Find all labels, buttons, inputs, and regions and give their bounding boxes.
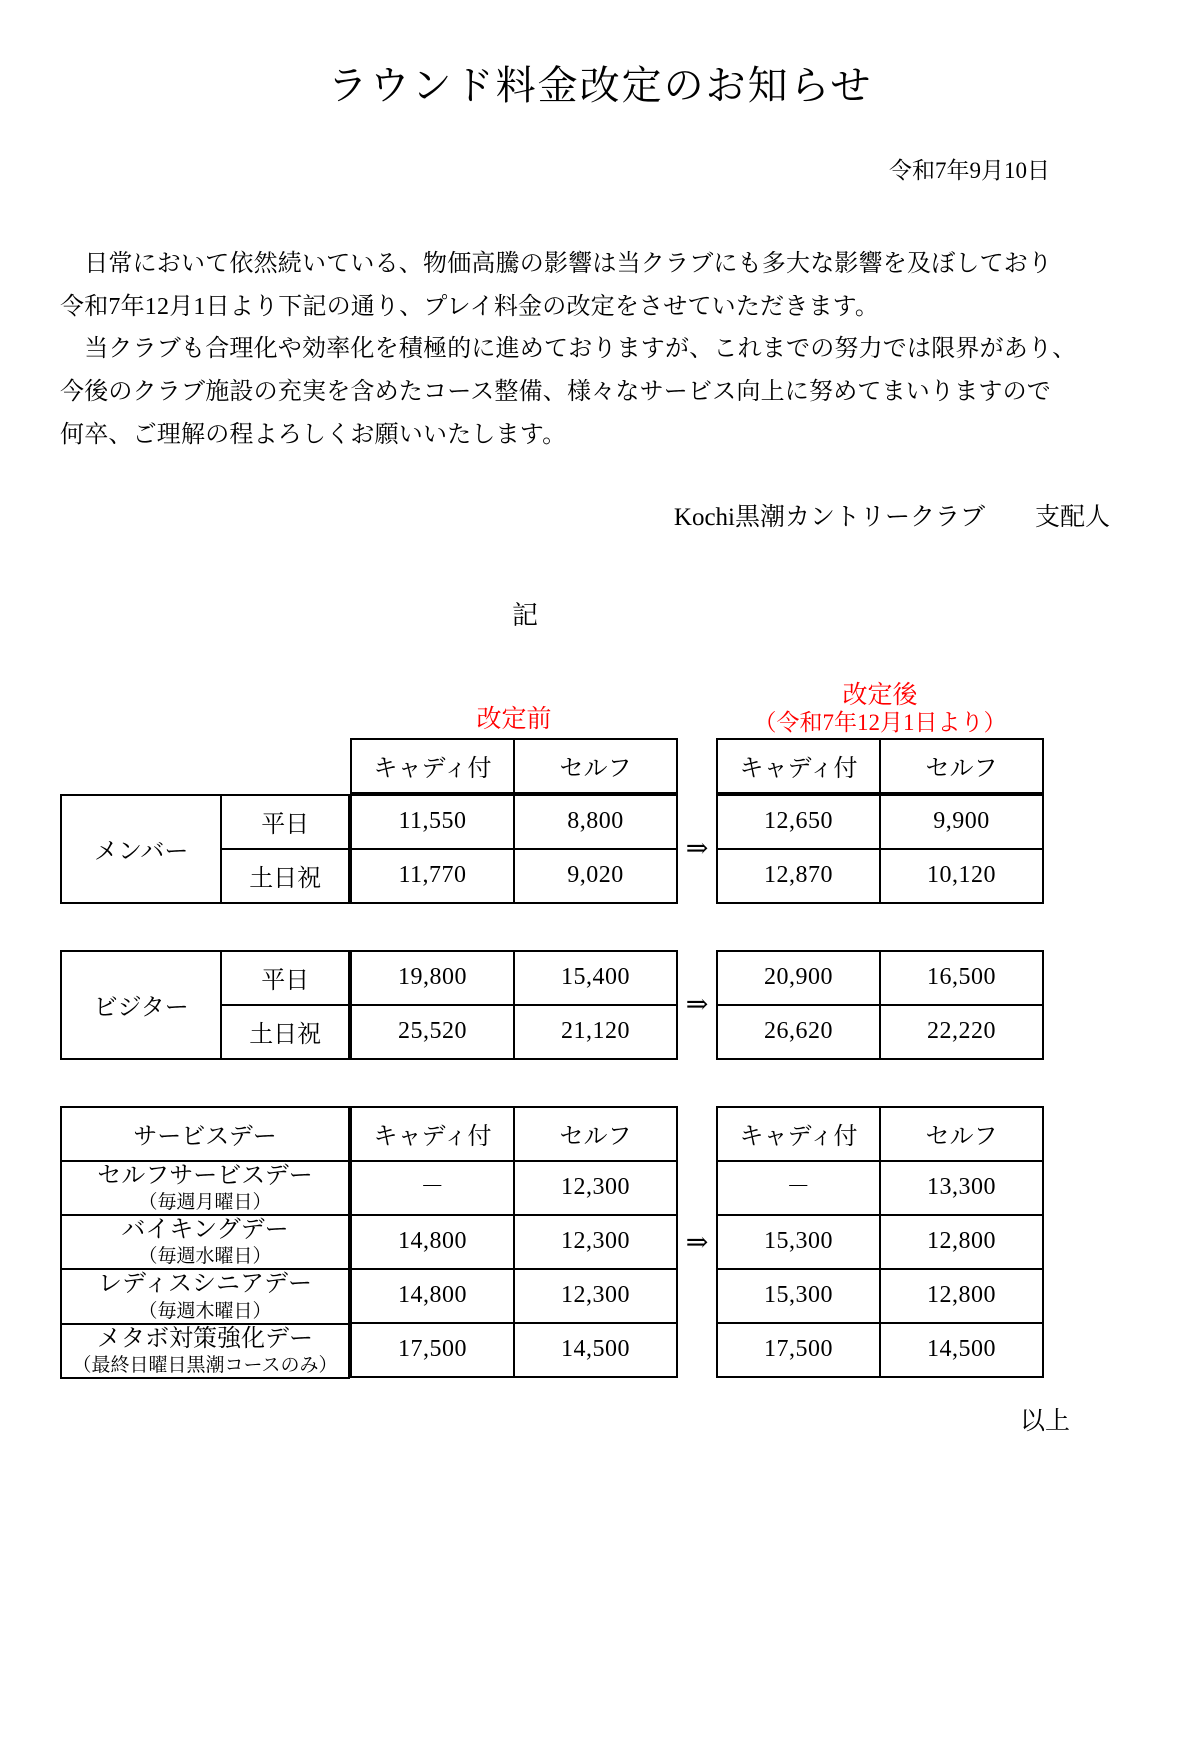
ki-mark: 記	[511, 600, 538, 630]
member-rate-row	[60, 794, 1140, 904]
member-weekday-self-after: 9,900	[880, 795, 1043, 849]
service-row1-self-before: 12,300	[514, 1215, 677, 1269]
service-before-prices	[350, 1106, 678, 1380]
service-col-header-self-after: セルフ	[880, 1107, 1043, 1161]
service-row3-self-before: 14,500	[514, 1323, 677, 1377]
member-after-prices	[716, 794, 1044, 904]
heading-before: 改定前	[476, 705, 552, 733]
service-row2-caddie-before: 14,800	[351, 1269, 514, 1323]
visitor-weekday-caddie-before: 19,800	[351, 951, 514, 1005]
service-row1-caddie-before: 14,800	[351, 1215, 514, 1269]
visitor-label-table	[60, 950, 350, 1060]
service-col-header-self-before: セルフ	[514, 1107, 677, 1161]
member-before-prices	[350, 794, 678, 904]
visitor-weekend-self-after: 22,220	[880, 1005, 1043, 1059]
after-column-headers	[716, 738, 1044, 794]
member-weekend-caddie-before: 11,770	[351, 849, 514, 903]
visitor-before-prices	[350, 950, 678, 1060]
service-day-name	[61, 1269, 349, 1323]
revision-headings	[60, 666, 1140, 738]
service-col-header-caddie-after: キャディ付	[717, 1107, 880, 1161]
visitor-weekday-self-after: 16,500	[880, 951, 1043, 1005]
visitor-day-weekend: 土日祝	[221, 1005, 349, 1059]
service-day-header: サービスデー	[61, 1107, 349, 1161]
heading-after	[716, 682, 1044, 738]
service-day-name	[61, 1215, 349, 1269]
heading-after-sub: （令和7年12月1日より）	[753, 709, 1007, 735]
visitor-weekday-self-before: 15,400	[514, 951, 677, 1005]
body-line: 何卒、ご理解の程よろしくお願いいたします。	[60, 421, 567, 448]
service-col-header-caddie-before: キャディ付	[351, 1107, 514, 1161]
member-weekend-caddie-after: 12,870	[717, 849, 880, 903]
service-day-name	[61, 1161, 349, 1215]
body-line: 令和7年12月1日より下記の通り、プレイ料金の改定をさせていただきます。	[60, 293, 880, 320]
body-paragraphs	[60, 243, 1140, 457]
visitor-weekday-caddie-after: 20,900	[717, 951, 880, 1005]
col-header-caddie-after: キャディ付	[717, 739, 880, 793]
service-row1-self-after: 12,800	[880, 1215, 1043, 1269]
rates-section	[60, 666, 1140, 1380]
service-day-name-text: メタボ対策強化デー	[97, 1325, 313, 1352]
service-day-name-text: セルフサービスデー	[97, 1162, 313, 1189]
member-day-weekday: 平日	[221, 795, 349, 849]
service-row1-caddie-after: 15,300	[717, 1215, 880, 1269]
arrow-spacer-header	[678, 738, 716, 794]
member-weekday-self-before: 8,800	[514, 795, 677, 849]
visitor-weekend-caddie-before: 25,520	[351, 1005, 514, 1059]
service-row2-self-after: 12,800	[880, 1269, 1043, 1323]
notice-document	[0, 62, 1200, 1759]
visitor-day-weekday: 平日	[221, 951, 349, 1005]
member-weekday-caddie-before: 11,550	[351, 795, 514, 849]
issue-date: 令和7年9月10日	[889, 158, 1050, 183]
service-row3-caddie-after: 17,500	[717, 1323, 880, 1377]
column-header-label-spacer	[60, 738, 350, 794]
service-after-prices	[716, 1106, 1044, 1380]
page-title: ラウンド料金改定のお知らせ	[327, 63, 873, 108]
service-day-name	[61, 1324, 349, 1378]
service-day-note: （最終日曜日黒潮コースのみ）	[72, 1355, 338, 1377]
member-category: メンバー	[61, 795, 221, 903]
visitor-weekend-caddie-after: 26,620	[717, 1005, 880, 1059]
visitor-after-prices	[716, 950, 1044, 1060]
service-row2-self-before: 12,300	[514, 1269, 677, 1323]
service-row3-self-after: 14,500	[880, 1323, 1043, 1377]
body-line: 日常において依然続いている、物価高騰の影響は当クラブにも多大な影響を及ぼしており	[60, 251, 1053, 277]
member-day-weekend: 土日祝	[221, 849, 349, 903]
heading-after-main: 改定後	[842, 681, 918, 709]
col-header-caddie-before: キャディ付	[351, 739, 514, 793]
body-line: 当クラブも合理化や効率化を積極的に進めておりますが、これまでの努力では限界があり、	[60, 336, 1077, 363]
service-day-note: （毎週水曜日）	[138, 1246, 272, 1268]
table-gap	[60, 1060, 1140, 1106]
col-header-self-after: セルフ	[880, 739, 1043, 793]
col-header-self-before: セルフ	[514, 739, 677, 793]
closing-mark: 以上	[1019, 1408, 1070, 1436]
member-weekend-self-after: 10,120	[880, 849, 1043, 903]
member-label-table	[60, 794, 350, 904]
service-row0-caddie-before: －	[351, 1161, 514, 1215]
visitor-rate-row	[60, 950, 1140, 1060]
service-day-name-text: レディスシニアデー	[97, 1271, 313, 1298]
arrow-icon: ⇒	[685, 989, 709, 1020]
service-row2-caddie-after: 15,300	[717, 1269, 880, 1323]
service-day-note: （毎週木曜日）	[138, 1300, 272, 1322]
arrow-icon: ⇒	[685, 1226, 709, 1257]
arrow-icon: ⇒	[685, 833, 709, 864]
before-column-headers	[350, 738, 678, 794]
service-row0-caddie-after: －	[717, 1161, 880, 1215]
service-row3-caddie-before: 17,500	[351, 1323, 514, 1377]
service-day-rate-row	[60, 1106, 1140, 1380]
service-day-label-table	[60, 1106, 350, 1380]
visitor-weekend-self-before: 21,120	[514, 1005, 677, 1059]
signature: Kochi黒潮カントリークラブ 支配人	[673, 503, 1110, 531]
table-gap	[60, 904, 1140, 950]
service-day-note: （毎週月曜日）	[138, 1191, 272, 1213]
service-row0-self-before: 12,300	[514, 1161, 677, 1215]
column-header-row	[60, 738, 1140, 794]
body-line: 今後のクラブ施設の充実を含めたコース整備、様々なサービス向上に努めてまいりますので	[60, 379, 1051, 406]
service-day-name-text: バイキングデー	[121, 1217, 289, 1244]
visitor-category: ビジター	[61, 951, 221, 1059]
member-weekend-self-before: 9,020	[514, 849, 677, 903]
member-weekday-caddie-after: 12,650	[717, 795, 880, 849]
service-row0-self-after: 13,300	[880, 1161, 1043, 1215]
